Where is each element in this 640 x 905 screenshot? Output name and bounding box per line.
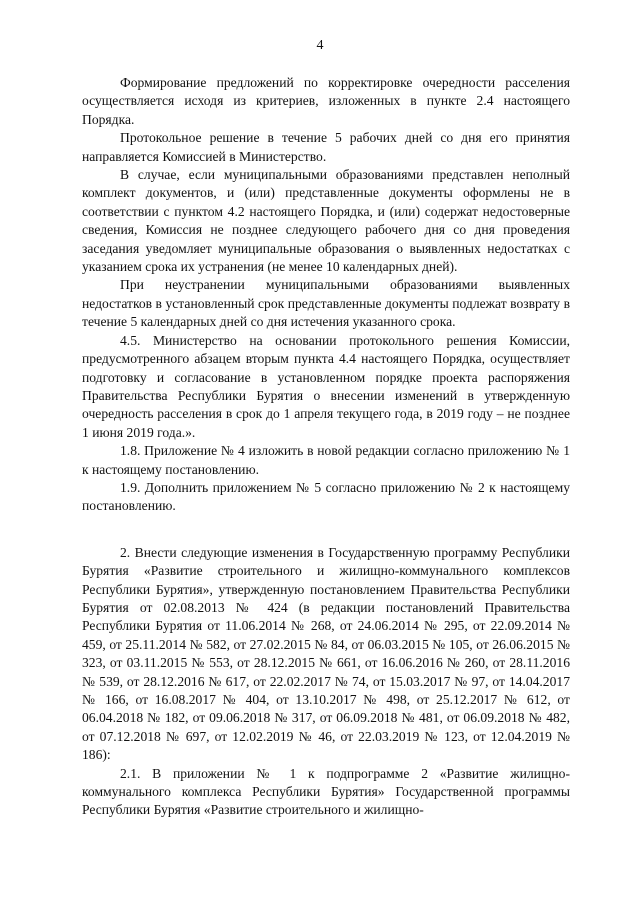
paragraph-protocol-decision: Протокольное решение в течение 5 рабочих дней со дня его принятия направляется Комиссией в Министерство. bbox=[82, 130, 570, 164]
paragraph-item-2-1: 2.1. В приложении № 1 к подпрограмме 2 «Развитие жилищно-коммунального комплекса Республики Бурятия» Государственной программы Республики Бурятия «Развитие строительного и жилищно- bbox=[82, 765, 570, 818]
paragraph-item-1-8: 1.8. Приложение № 4 изложить в новой редакции согласно приложению № 1 к настоящему постановлению. bbox=[82, 443, 570, 477]
paragraph-incomplete-documents: В случае, если муниципальными образованиями представлен неполный комплект документов, и (или) представленные документы оформлены не в соответствии с пунктом 4.2 настоящего Порядка, и (или) содержат недостоверные сведения, Комиссия не позднее следующего рабочего дня со дня проведения заседания уведомляет муниципальные образования о выявленных недостатках с указанием срока их устранения (не менее 10 календарных дней). bbox=[82, 167, 570, 275]
paragraph-item-2: 2. Внести следующие изменения в Государственную программу Республики Бурятия «Развитие строительного и жилищно-коммунального комплексов Республики Бурятия», утвержденную постановлением Правительства Республики Бурятия от 02.08.2013 № 424 (в редакции постановлений Правительства Республики Бурятия от 11.06.2014 № 268, от 24.06.2014 № 295, от 22.09.2014 № 459, от 25.11.2014 № 582, от 27.02.2015 № 84, от 06.03.2015 № 105, от 26.06.2015 № 323, от 03.11.2015 № 553, от 28.12.2015 № 661, от 16.06.2016 № 260, от 28.11.2016 № 539, от 28.12.2016 № 617, от 22.02.2017 № 74, от 15.03.2017 № 97, от 14.04.2017 № 166, от 16.08.2017 № 404, от 13.10.2017 № 498, от 25.12.2017 № 612, от 06.04.2018 № 182, от 09.06.2018 № 317, от 06.09.2018 № 481, от 06.09.2018 № 482, от 07.12.2018 № 697, от 12.02.2019 № 46, от 22.03.2019 № 123, от 12.04.2019 № 186): bbox=[82, 544, 570, 763]
paragraph-document-return: При неустранении муниципальными образованиями выявленных недостатков в установленный срок представленные документы подлежат возврату в течение 5 календарных дней со дня истечения указанного срока. bbox=[82, 277, 570, 330]
document-body bbox=[82, 74, 570, 820]
page-number: 4 bbox=[316, 38, 324, 53]
paragraph-item-1-9: 1.9. Дополнить приложением № 5 согласно приложению № 2 к настоящему постановлению. bbox=[82, 479, 570, 514]
paragraph-criteria: Формирование предложений по корректировке очередности расселения осуществляется исходя из критериев, изложенных в пункте 2.4 настоящего Порядка. bbox=[82, 75, 570, 127]
paragraph-item-4-5: 4.5. Министерство на основании протокольного решения Комиссии, предусмотренного абзацем вторым пункта 4.4 настоящего Порядка, осуществляет подготовку и согласование в установленном порядке проекта распоряжения Правительства Республики Бурятия о внесении изменений в утвержденную очередность расселения в срок до 1 апреля текущего года, в 2019 году – не позднее 1 июня 2019 года.». bbox=[82, 332, 570, 440]
